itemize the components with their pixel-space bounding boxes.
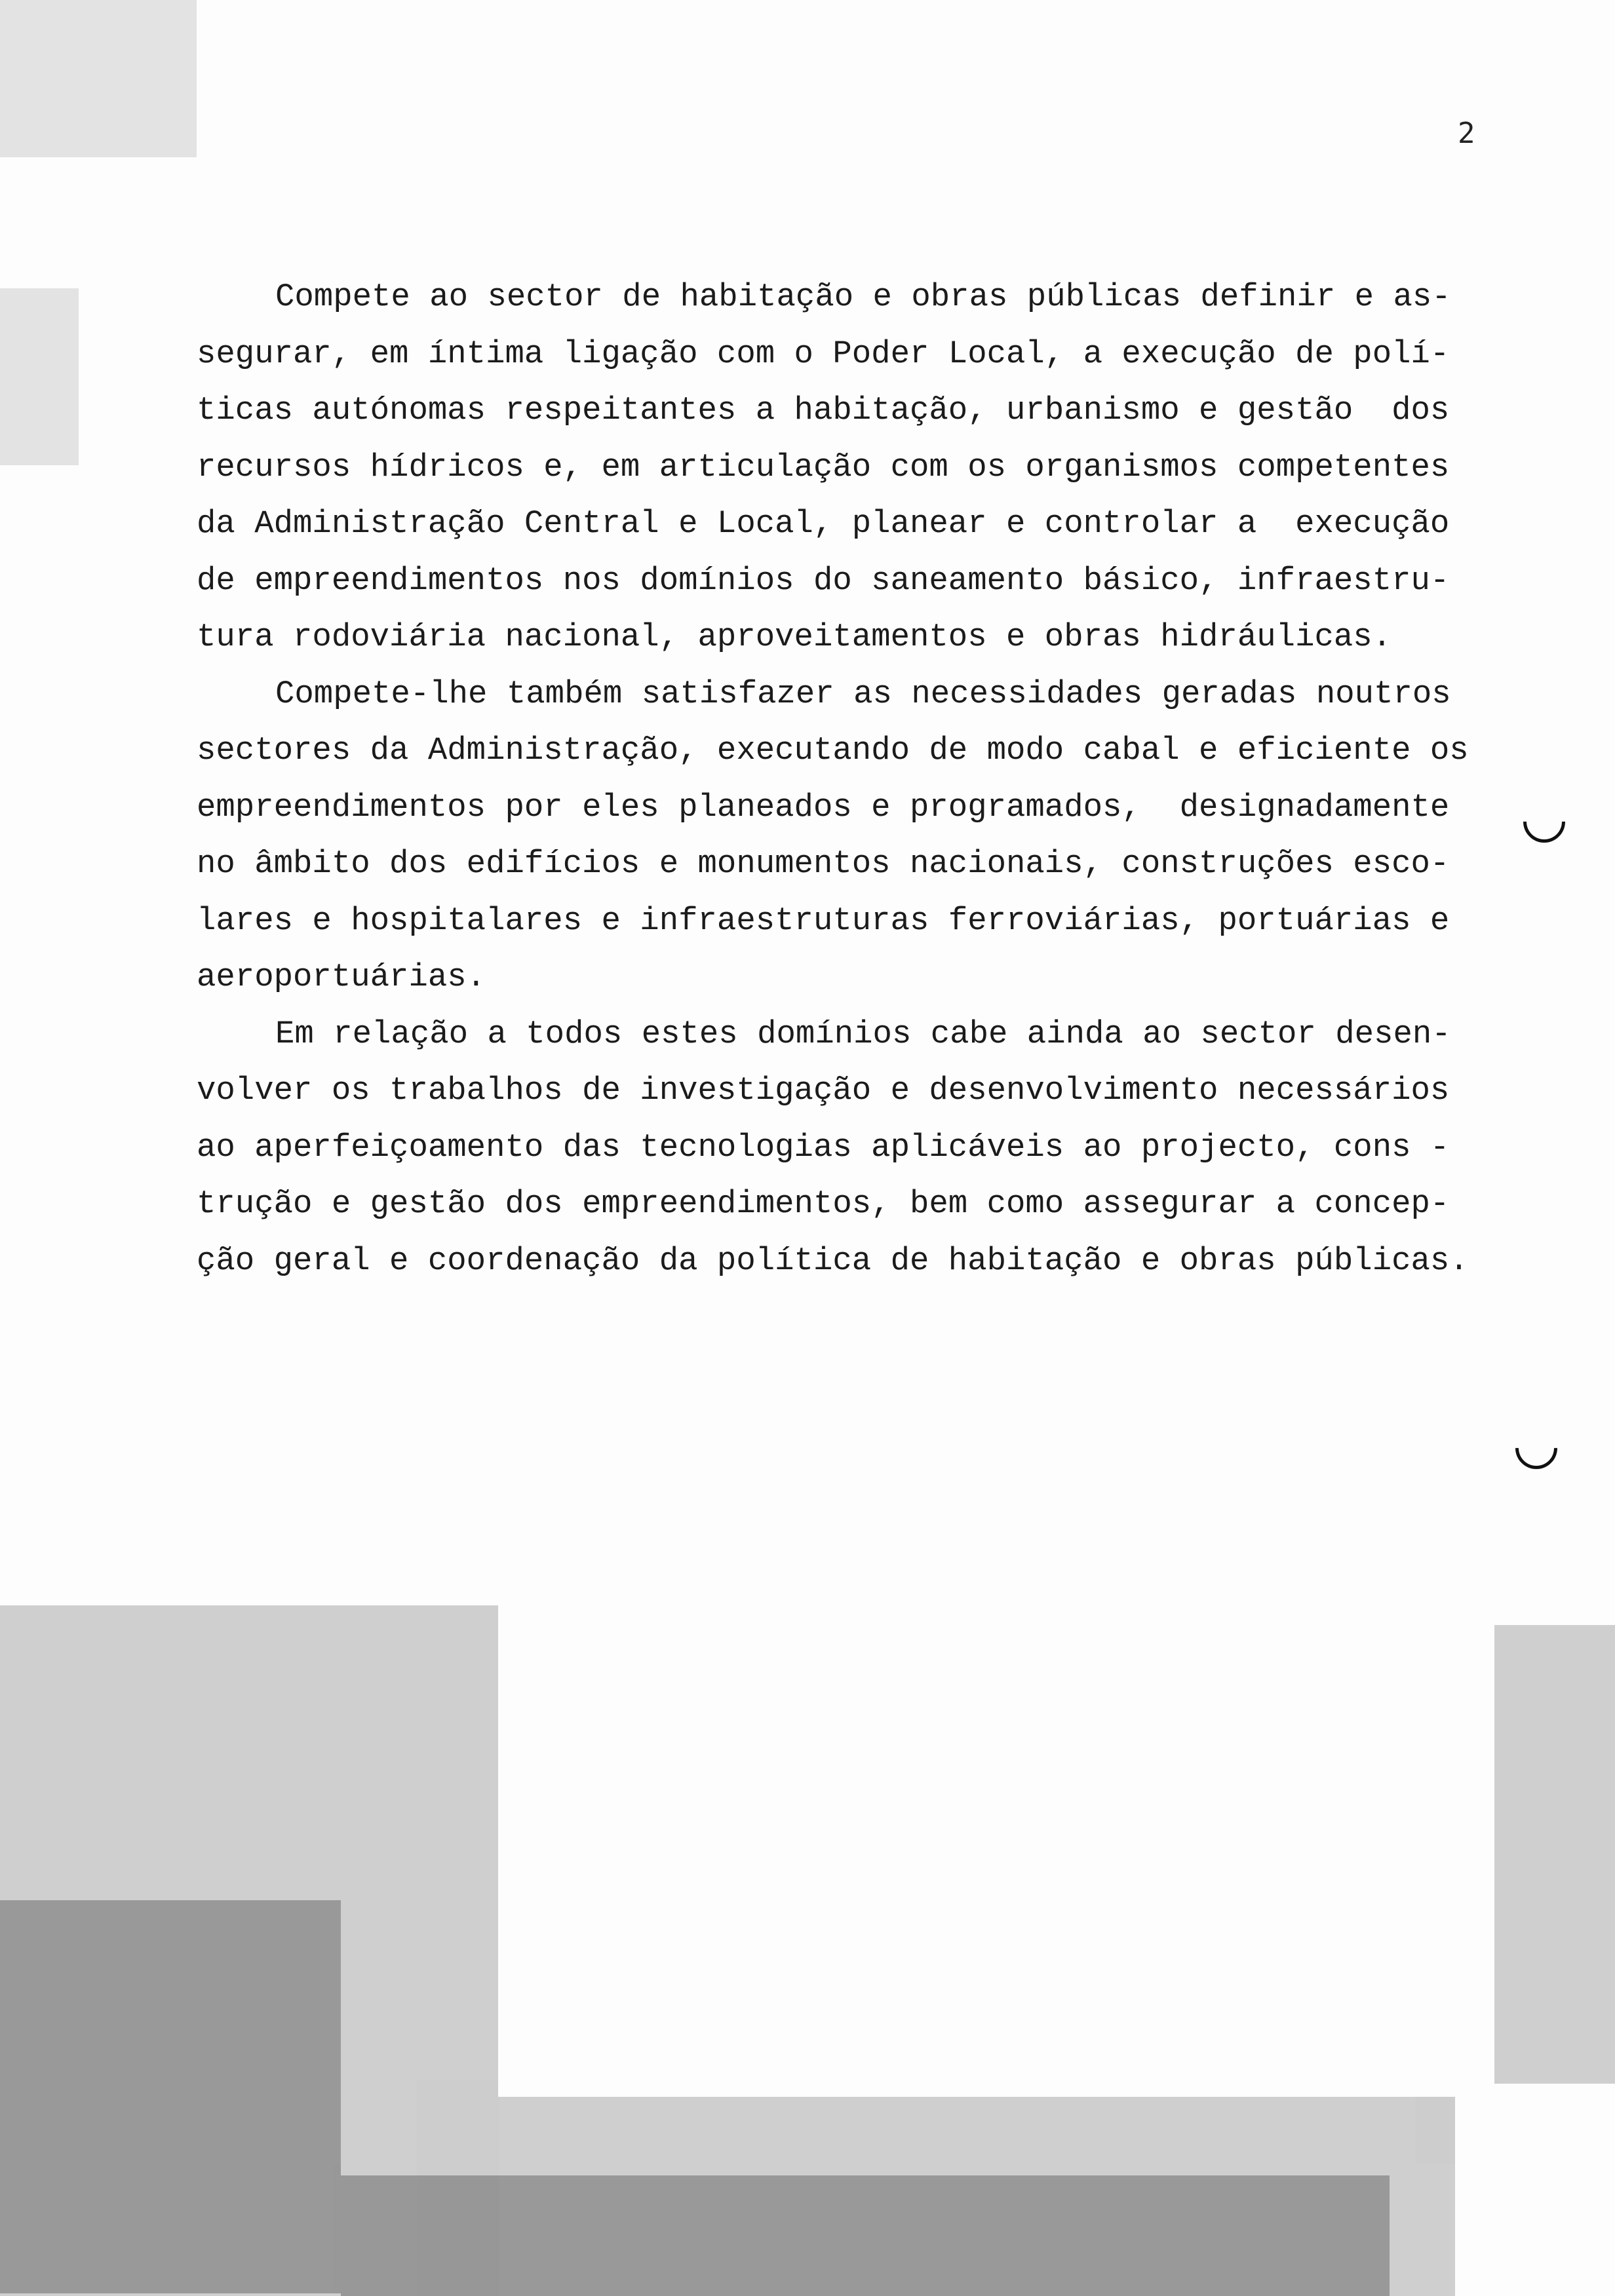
text-line: tura rodoviária nacional, aproveitamentos e obras hidráulicas. <box>197 619 1392 655</box>
text-line: ao aperfeiçoamento das tecnologias aplicáveis ao projecto, cons - <box>197 1128 1450 1166</box>
text-line: segurar, em íntima ligação com o Poder Local, a execução de polí- <box>197 335 1450 372</box>
text-line: lares e hospitalares e infraestruturas ferroviárias, portuárias e <box>197 902 1450 939</box>
text-line: ção geral e coordenação da política de habitação e obras públicas. <box>197 1242 1469 1279</box>
text-line: sectores da Administração, executando de modo cabal e eficiente os <box>197 732 1469 769</box>
text-line: volver os trabalhos de investigação e desenvolvimento necessários <box>197 1072 1450 1109</box>
text-line: aeroportuárias. <box>197 959 486 995</box>
text-line: recursos hídricos e, em articulação com os organismos competentes <box>197 448 1450 486</box>
page-number: 2 <box>1458 117 1475 150</box>
text-line: de empreendimentos nos domínios do saneamento básico, infraestru- <box>197 562 1450 599</box>
text-line: Em relação a todos estes domínios cabe ainda ao sector desen- <box>275 1015 1451 1052</box>
text-line: da Administração Central e Local, planear e controlar a execução <box>197 505 1450 542</box>
document-body <box>197 269 1481 1289</box>
text-line: Compete ao sector de habitação e obras públicas definir e as- <box>275 278 1451 315</box>
paragraph <box>197 1006 1481 1290</box>
text-line: trução e gestão dos empreendimentos, bem como assegurar a concep- <box>197 1185 1450 1222</box>
text-line: ticas autónomas respeitantes a habitação, urbanismo e gestão dos <box>197 392 1450 429</box>
paragraph <box>197 269 1481 666</box>
text-line: Compete-lhe também satisfazer as necessidades geradas noutros <box>275 675 1451 712</box>
text-line: empreendimentos por eles planeados e programados, designadamente <box>197 788 1450 826</box>
paragraph <box>197 666 1481 1006</box>
text-line: no âmbito dos edifícios e monumentos nacionais, construções esco- <box>197 845 1450 882</box>
